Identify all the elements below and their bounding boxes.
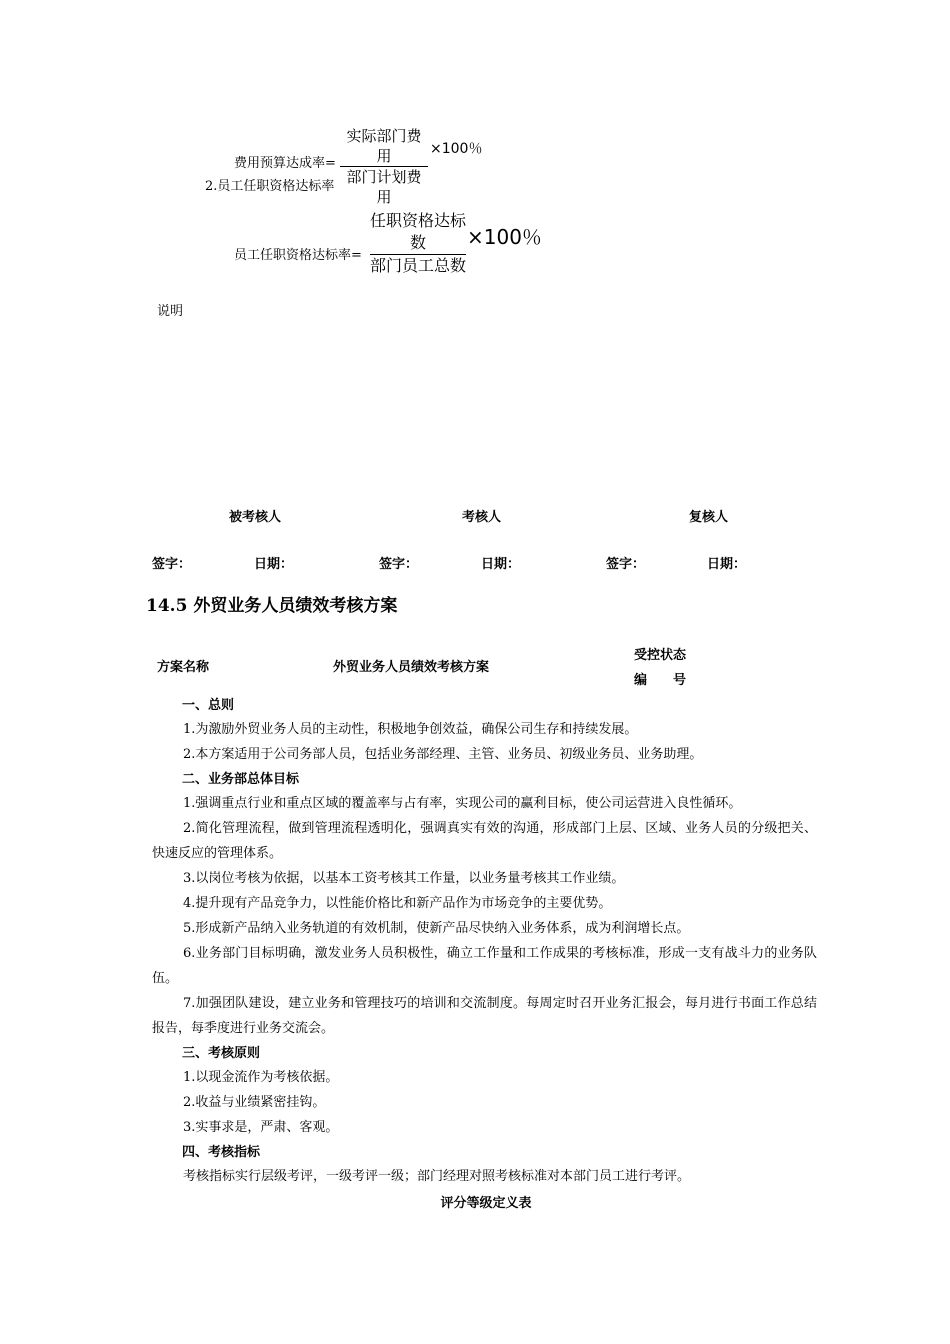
role-reviewer: 复核人 <box>689 510 729 525</box>
formula1-multiplier: ×100％ <box>430 141 483 157</box>
formula2-numerator: 任职资格达标数 <box>370 211 467 252</box>
goals-heading: 二、业务部总体目标 <box>182 772 300 787</box>
plan-number-label: 编 号 <box>634 673 687 688</box>
section-title: 14.5 外贸业务人员绩效考核方案 <box>146 596 398 616</box>
formula2-label: 员工任职资格达标率= <box>234 248 362 263</box>
control-status-label: 受控状态 <box>634 648 687 663</box>
principles-item-2: 2.收益与业绩紧密挂钩。 <box>183 1095 326 1110</box>
goals-item-2: 2.简化管理流程，做到管理流程透明化，强调真实有效的沟通，形成部门上层、区域、业务人员的分级把关、快速反应的管理体系。 <box>152 821 817 861</box>
principles-item-3: 3.实事求是，严肃、客观。 <box>183 1120 339 1135</box>
table-caption: 评分等级定义表 <box>440 1196 532 1211</box>
goals-item-3: 3.以岗位考核为依据，以基本工资考核其工作量，以业务量考核其工作业绩。 <box>183 871 625 886</box>
role-assessee: 被考核人 <box>229 510 282 525</box>
formula1-label: 费用预算达成率= <box>234 156 336 171</box>
date-label-2: 日期： <box>481 557 521 572</box>
principles-heading: 三、考核原则 <box>182 1046 261 1061</box>
date-label-3: 日期： <box>707 557 747 572</box>
formula2-fraction <box>370 210 466 277</box>
sign-label-1: 签字： <box>152 557 192 572</box>
indicators-heading: 四、考核指标 <box>182 1145 261 1160</box>
date-label-1: 日期： <box>254 557 294 572</box>
plan-name-value: 外贸业务人员绩效考核方案 <box>333 660 490 675</box>
note-label: 说明 <box>157 304 184 319</box>
formula1-numerator: 实际部门费用 <box>346 127 422 165</box>
indicators-text: 考核指标实行层级考评，一级考评一级；部门经理对照考核标准对本部门员工进行考评。 <box>183 1169 691 1184</box>
general-heading: 一、总则 <box>182 698 235 713</box>
formula1-denominator: 部门计划费用 <box>346 168 422 206</box>
general-item-1: 1.为激励外贸业务人员的主动性，积极地争创效益，确保公司生存和持续发展。 <box>183 722 638 737</box>
role-assessor: 考核人 <box>462 510 502 525</box>
goals-item-5: 5.形成新产品纳入业务轨道的有效机制，使新产品尽快纳入业务体系，成为利润增长点。 <box>183 921 690 936</box>
formula2-multiplier: ×100％ <box>467 225 542 249</box>
goals-item-6: 6.业务部门目标明确，激发业务人员积极性，确立工作量和工作成果的考核标准，形成一支有战斗力的业务队伍。 <box>152 946 817 986</box>
plan-name-label: 方案名称 <box>157 660 210 675</box>
formula2-denominator: 部门员工总数 <box>370 256 467 275</box>
general-item-2: 2.本方案适用于公司务部人员，包括业务部经理、主管、业务员、初级业务员、业务助理。 <box>183 747 703 762</box>
sign-label-2: 签字： <box>379 557 419 572</box>
formula1-fraction <box>340 126 428 207</box>
goals-item-1: 1.强调重点行业和重点区域的覆盖率与占有率，实现公司的赢利目标，使公司运营进入良性循环。 <box>183 796 742 811</box>
item2-title: 2.员工任职资格达标率 <box>205 179 335 194</box>
sign-label-3: 签字： <box>606 557 646 572</box>
principles-item-1: 1.以现金流作为考核依据。 <box>183 1070 339 1085</box>
goals-item-4: 4.提升现有产品竞争力，以性能价格比和新产品作为市场竞争的主要优势。 <box>183 896 612 911</box>
goals-item-7: 7.加强团队建设，建立业务和管理技巧的培训和交流制度。每周定时召开业务汇报会，每月进行书面工作总结报告，每季度进行业务交流会。 <box>152 996 817 1036</box>
